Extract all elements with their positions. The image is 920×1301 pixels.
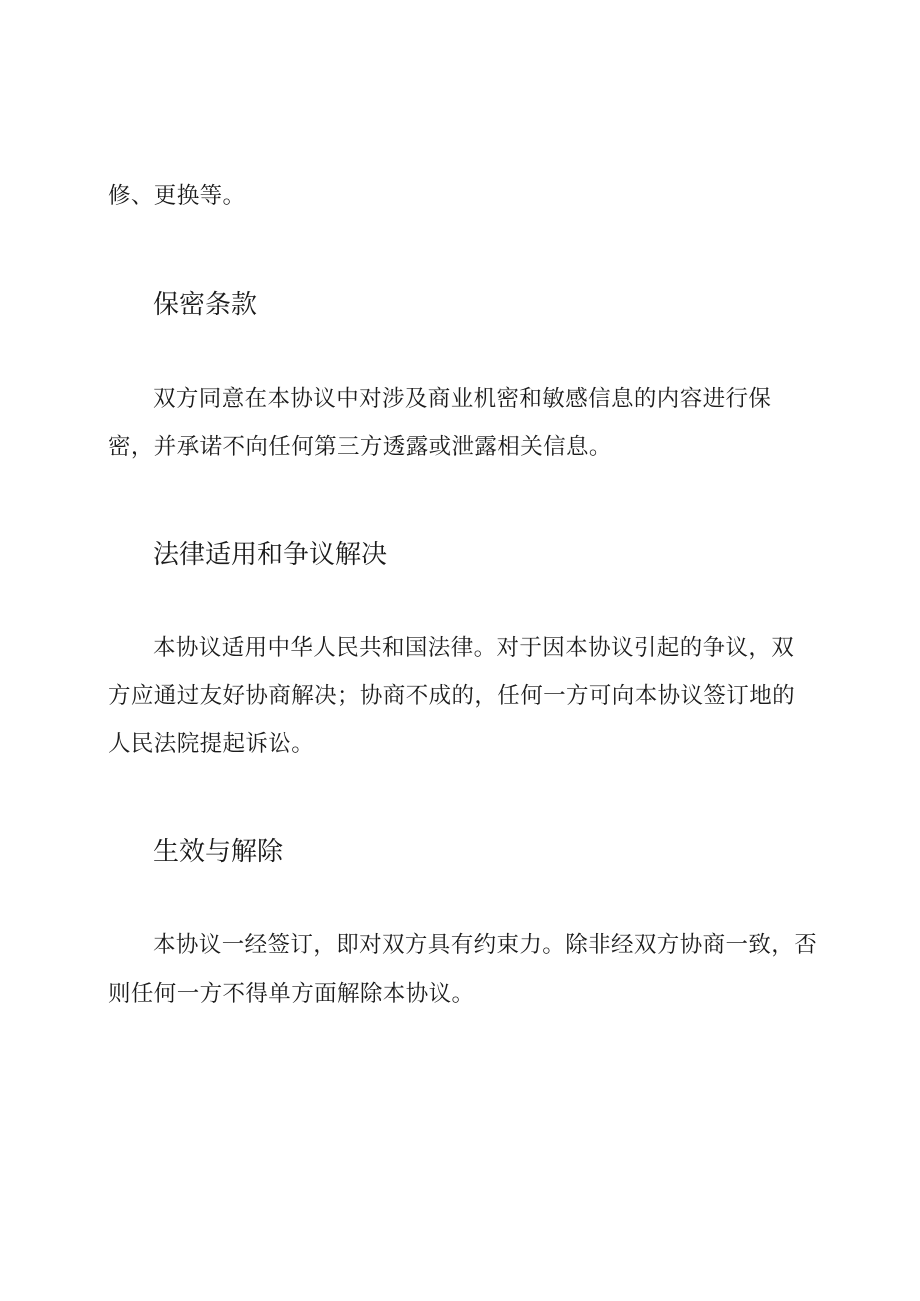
paragraph-line: 本协议适用中华人民共和国法律。对于因本协议引起的争议，双 xyxy=(153,635,795,661)
paragraph-line: 则任何一方不得单方面解除本协议。 xyxy=(108,981,475,1007)
paragraph-line: 本协议一经签订，即对双方具有约束力。除非经双方协商一致，否 xyxy=(153,932,818,958)
section-heading-confidentiality: 保密条款 xyxy=(153,290,258,320)
section-heading-effectiveness: 生效与解除 xyxy=(153,837,284,867)
paragraph-line: 密，并承诺不向任何第三方透露或泄露相关信息。 xyxy=(108,434,612,460)
paragraph-line: 方应通过友好协商解决；协商不成的，任何一方可向本协议签订地的 xyxy=(108,683,796,709)
section-heading-governing-law: 法律适用和争议解决 xyxy=(153,540,388,570)
continuation-line: 修、更换等。 xyxy=(108,183,246,209)
paragraph-line: 双方同意在本协议中对涉及商业机密和敏感信息的内容进行保 xyxy=(153,386,772,412)
paragraph-line: 人民法院提起诉讼。 xyxy=(108,731,315,757)
